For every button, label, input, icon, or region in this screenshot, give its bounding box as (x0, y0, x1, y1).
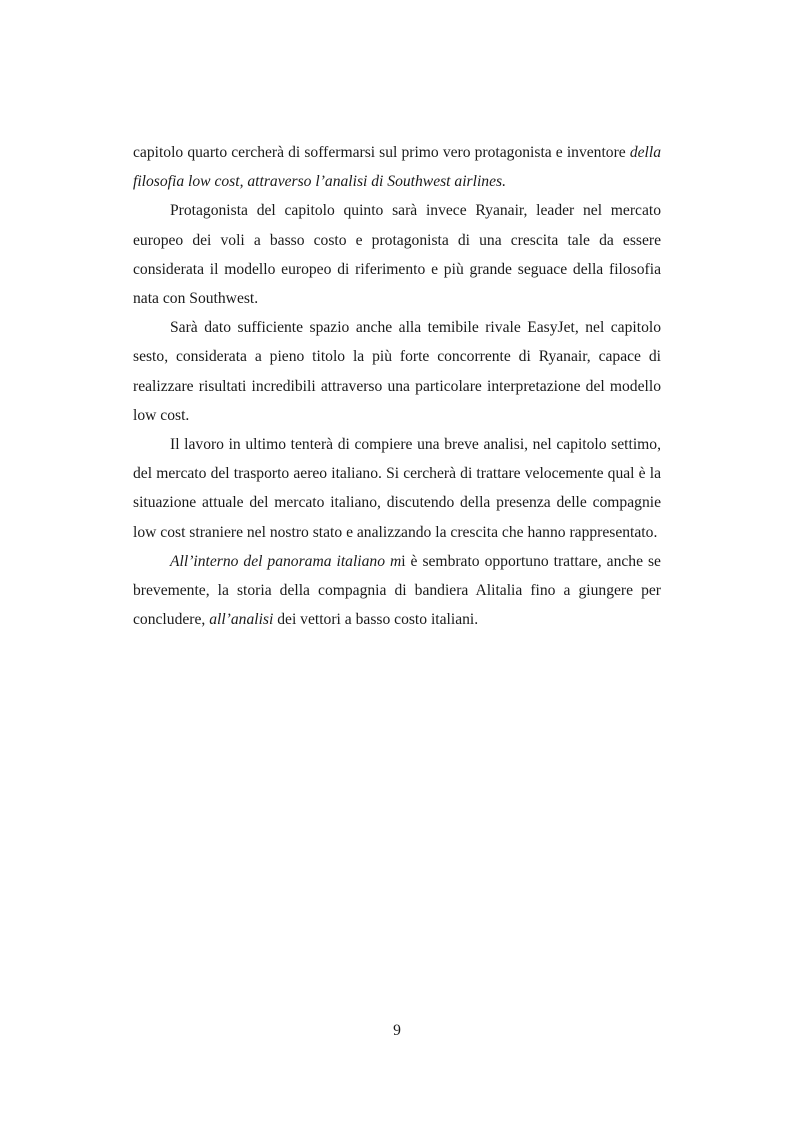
body-text (133, 138, 661, 634)
text-run: Il lavoro in ultimo tenterà di compiere una breve analisi, nel capitolo settimo, del mercato del trasporto aereo italiano. Si cercherà di trattare velocemente qual è la situazione attuale del mercato italiano, discutendo della presenza delle compagnie low cost straniere nel nostro stato e analizzando la crescita che hanno rappresentato. (133, 436, 661, 541)
italic-text: All’interno del panorama italiano m (170, 552, 402, 570)
paragraph (133, 430, 661, 547)
text-run: Sarà dato sufficiente spazio anche alla temibile rivale EasyJet, nel capitolo sesto, considerata a pieno titolo la più forte concorrente di Ryanair, capace di realizzare risultati incredibili attraverso una particolare interpretazione del modello low cost. (133, 319, 661, 424)
paragraph (133, 196, 661, 313)
text-run: Protagonista del capitolo quinto sarà invece Ryanair, leader nel mercato europeo dei voli a basso costo e protagonista di una crescita tale da essere considerata il modello europeo di riferimento e più grande seguace della filosofia nata con Southwest. (133, 202, 661, 308)
italic-text: all’analisi (209, 611, 274, 629)
italic-text: della filosofia low cost, attraverso l’analisi di Southwest airlines. (133, 144, 661, 191)
paragraph (133, 138, 661, 196)
paragraph (133, 313, 661, 430)
text-run: capitolo quarto cercherà di soffermarsi sul primo vero protagonista e inventore (133, 144, 630, 161)
page-number: 9 (393, 1022, 401, 1039)
text-run: i è sembrato opportuno trattare, anche se brevemente, la storia della compagnia di bandiera Alitalia fino a giungere per concludere, (133, 552, 661, 629)
text-run: dei vettori a basso costo italiani. (273, 611, 479, 629)
paragraph (133, 547, 661, 635)
